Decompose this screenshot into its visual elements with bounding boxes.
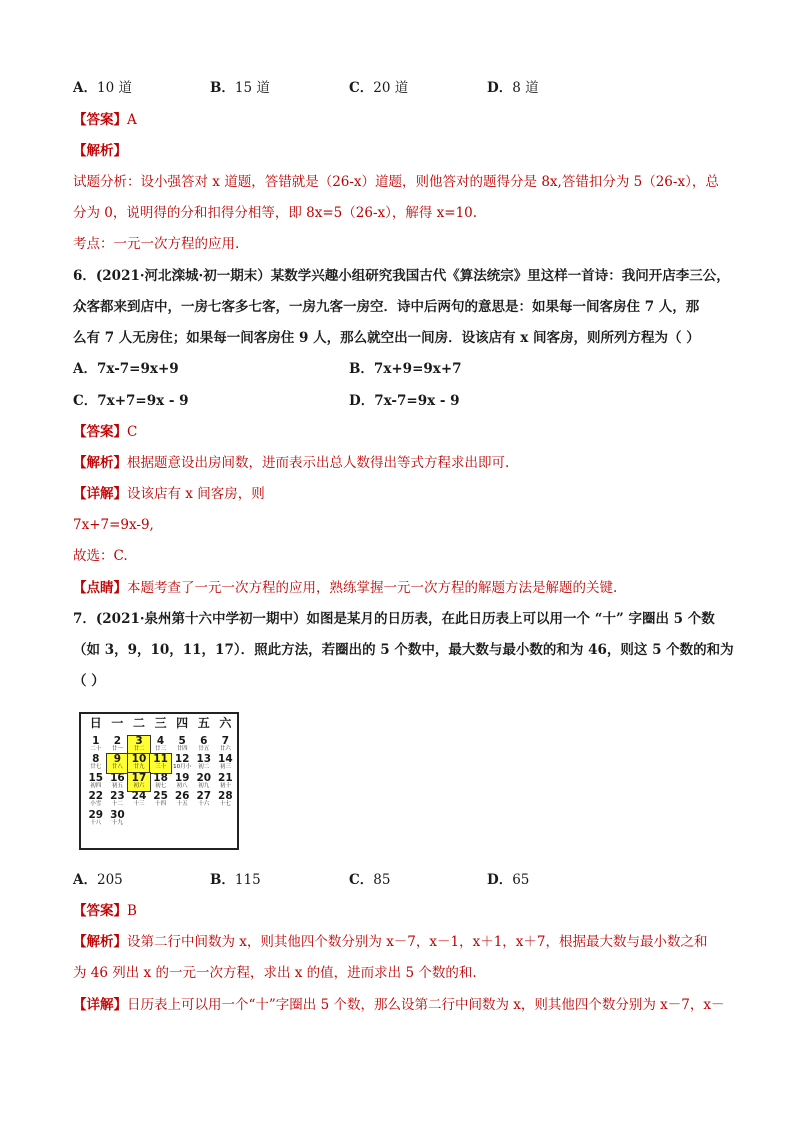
calendar-day xyxy=(128,791,150,810)
calendar-lunar-date: 廿三 xyxy=(155,745,167,752)
calendar-lunar-date: 十四 xyxy=(155,801,167,807)
q6-stem-line-1: 6．(2021·河北滦城·初一期末）某数学兴趣小组研究我国古代《算法统宗》里这样一首诗：我问开店李三公， xyxy=(73,268,730,284)
answer-value: B xyxy=(127,903,137,919)
calendar-day-number: 19 xyxy=(174,771,190,784)
calendar-day-number: 25 xyxy=(153,790,168,802)
calendar-day xyxy=(215,754,237,773)
calendar-day-highlighted xyxy=(128,736,150,755)
calendar-lunar-date: 初九 xyxy=(198,782,210,789)
calendar-day xyxy=(171,773,193,792)
detail-tag: 【详解】 xyxy=(73,486,127,502)
calendar-day-number: 1 xyxy=(92,734,100,747)
calendar-lunar-date: 廿六 xyxy=(219,745,231,752)
calendar-day xyxy=(150,791,172,810)
calendar-day-number: 8 xyxy=(92,753,100,765)
calendar-day xyxy=(150,773,172,792)
calendar-lunar-date: 初七 xyxy=(155,782,167,789)
calendar-day xyxy=(215,736,237,755)
answer-value: A xyxy=(127,112,137,128)
detail-text: 日历表上可以用一个“十”字圈出 5 个数，那么设第二行中间数为 x，则其他四个数分别为 x－7，x－ xyxy=(127,997,725,1013)
comment-text: 本题考查了一元一次方程的应用，熟练掌握一元一次方程的解题方法是解题的关键. xyxy=(127,580,618,596)
q5-option-b: B．15 道 xyxy=(210,80,270,96)
calendar-day xyxy=(107,773,129,792)
calendar-day xyxy=(85,810,107,829)
calendar-day xyxy=(193,736,215,755)
calendar-lunar-date: 廿四 xyxy=(176,745,188,752)
calendar-lunar-date: 十二 xyxy=(111,801,123,807)
calendar-day-number: 26 xyxy=(174,790,190,802)
calendar-day xyxy=(193,754,215,773)
calendar-day xyxy=(107,791,129,810)
calendar-day-highlighted xyxy=(150,754,172,773)
analysis-tag: 【解析】 xyxy=(73,143,127,159)
calendar-day-number: 10 xyxy=(131,753,147,765)
calendar-day-number: 20 xyxy=(196,771,212,784)
calendar-day xyxy=(85,736,107,755)
answer-tag: 【答案】 xyxy=(73,424,127,440)
calendar-lunar-date: 初六 xyxy=(133,782,145,789)
calendar-day xyxy=(215,791,237,810)
calendar-lunar-date: 十七 xyxy=(219,801,231,807)
calendar-day-number: 9 xyxy=(113,753,122,765)
q7-option-d: D．65 xyxy=(487,872,530,888)
calendar-day-number: 28 xyxy=(218,790,233,802)
calendar-lunar-date: 廿八 xyxy=(111,764,123,770)
calendar-lunar-date: 初三 xyxy=(219,764,231,770)
q6-detail xyxy=(73,484,265,504)
q6-option-c: C．7x+7=9x - 9 xyxy=(73,393,189,409)
q6-option-d: D．7x-7=9x - 9 xyxy=(349,393,460,409)
detail-text: 设该店有 x 间客房，则 xyxy=(127,486,265,502)
calendar-day-number: 27 xyxy=(196,790,212,802)
calendar-day-number: 2 xyxy=(113,734,122,747)
calendar-day-highlighted xyxy=(128,754,150,773)
calendar-grid xyxy=(85,717,236,828)
q5-option-c-value: 20 道 xyxy=(373,80,409,96)
q5-option-d: D．8 道 xyxy=(487,80,539,96)
calendar-day-number: 29 xyxy=(88,808,104,821)
q5-option-a-value: 10 道 xyxy=(96,80,132,96)
calendar-lunar-date: 廿七 xyxy=(90,764,102,770)
calendar-day-number: 13 xyxy=(196,753,212,765)
calendar-day xyxy=(107,810,129,829)
calendar-lunar-date: 廿二 xyxy=(133,745,145,752)
calendar-lunar-date: 小雪 xyxy=(90,801,102,807)
q7-stem-line-3: （ ） xyxy=(73,673,105,689)
analysis-text: 根据题意设出房间数，进而表示出总人数得出等式方程求出即可. xyxy=(127,455,510,471)
calendar-day xyxy=(171,754,193,773)
calendar-day-number: 7 xyxy=(221,734,230,747)
calendar-weekday: 四 xyxy=(176,716,189,730)
q6-detail-line-3: 故选：C. xyxy=(73,548,128,564)
calendar-lunar-date: 廿五 xyxy=(198,745,210,752)
q7-stem-line-2: （如 3，9，10，11，17）．照此方法，若圈出的 5 个数中，最大数与最小数的和为 46，则这 5 个数的和为 xyxy=(73,642,734,658)
calendar-day-number: 23 xyxy=(110,790,125,802)
calendar-weekday: 五 xyxy=(197,716,210,730)
answer-value: C xyxy=(127,424,138,440)
q5-option-d-value: 8 道 xyxy=(512,80,539,96)
calendar-day-highlighted xyxy=(128,773,150,792)
q6-stem-line-3: 么有 7 人无房住；如果每一间客房住 9 人，那么就空出一间房．设该店有 x 间客房，则所列方程为（ ） xyxy=(73,330,700,346)
answer-tag: 【答案】 xyxy=(73,112,127,128)
calendar-figure xyxy=(79,712,239,850)
q7-option-b: B．115 xyxy=(210,872,261,888)
q7-analysis-line-2: 为 46 列出 x 的一元一次方程，求出 x 的值，进而求出 5 个数的和. xyxy=(73,965,477,981)
q5-answer xyxy=(73,110,137,130)
calendar-lunar-date: 三十 xyxy=(155,764,167,770)
calendar-day-number: 15 xyxy=(88,771,104,784)
calendar-lunar-date: 廿九 xyxy=(133,764,145,770)
calendar-day-number: 12 xyxy=(174,753,190,765)
calendar-day xyxy=(85,791,107,810)
calendar-day-number: 11 xyxy=(153,753,168,765)
q5-option-b-value: 15 道 xyxy=(234,80,270,96)
calendar-day xyxy=(107,736,129,755)
calendar-day xyxy=(171,736,193,755)
analysis-text: 设第二行中间数为 x，则其他四个数分别为 x－7，x－1，x＋1，x＋7，根据最大数与最小数之和 xyxy=(127,934,708,950)
calendar-day xyxy=(215,773,237,792)
calendar-day-number: 3 xyxy=(135,734,143,747)
calendar-lunar-date: 十六 xyxy=(198,801,210,807)
calendar-day-number: 17 xyxy=(131,771,147,784)
q6-comment xyxy=(73,578,617,598)
calendar-day-number: 30 xyxy=(110,808,125,821)
calendar-day-number: 4 xyxy=(156,734,165,747)
calendar-day-number: 14 xyxy=(218,753,233,765)
calendar-weekday: 一 xyxy=(111,716,124,730)
q6-stem-line-2: 众客都来到店中，一房七客多七客，一房九客一房空．诗中后两句的意思是：如果每一间客房住 7 人，那 xyxy=(73,299,700,315)
calendar-day-number: 22 xyxy=(88,790,104,802)
calendar-weekday: 三 xyxy=(154,716,167,730)
q7-answer xyxy=(73,901,137,921)
detail-tag: 【详解】 xyxy=(73,997,127,1013)
calendar-lunar-date: 10月小 xyxy=(173,764,192,770)
calendar-day-number: 24 xyxy=(131,790,147,802)
calendar-weekday: 二 xyxy=(132,716,145,730)
q6-option-a: A．7x-7=9x+9 xyxy=(73,361,179,377)
calendar-day-number: 21 xyxy=(218,771,233,784)
calendar-day xyxy=(171,791,193,810)
q6-analysis xyxy=(73,453,509,473)
q7-stem-line-1: 7．(2021·泉州第十六中学初一期中）如图是某月的日历表，在此日历表上可以用一个 “十” 字圈出 5 个数 xyxy=(73,611,715,627)
calendar-day-number: 6 xyxy=(200,734,208,747)
calendar-lunar-date: 二十 xyxy=(90,745,102,752)
analysis-tag: 【解析】 xyxy=(73,455,127,471)
q5-option-c: C．20 道 xyxy=(349,80,409,96)
calendar-weekday: 六 xyxy=(219,716,232,730)
q7-option-c: C．85 xyxy=(349,872,391,888)
answer-tag: 【答案】 xyxy=(73,903,127,919)
calendar-day xyxy=(193,773,215,792)
q5-analysis-line-1: 试题分析：设小强答对 x 道题，答错就是（26-x）道题，则他答对的题得分是 8x,答错扣分为 5（26-x），总 xyxy=(73,174,719,190)
q7-detail xyxy=(73,995,725,1015)
calendar-lunar-date: 初十 xyxy=(219,782,231,789)
calendar-day-number: 5 xyxy=(178,734,186,747)
calendar-lunar-date: 十八 xyxy=(90,819,102,826)
calendar-day xyxy=(150,736,172,755)
calendar-day xyxy=(85,773,107,792)
calendar-lunar-date: 初五 xyxy=(111,782,123,789)
calendar-lunar-date: 廿一 xyxy=(111,745,123,752)
q7-option-a: A．205 xyxy=(73,872,123,888)
q6-answer xyxy=(73,422,137,442)
q6-option-b: B．7x+9=9x+7 xyxy=(349,361,462,377)
calendar-lunar-date: 十三 xyxy=(133,801,145,807)
q7-analysis xyxy=(73,932,708,952)
calendar-weekday: 日 xyxy=(89,716,102,730)
calendar-day xyxy=(85,754,107,773)
comment-tag: 【点睛】 xyxy=(73,580,127,596)
calendar-day xyxy=(193,791,215,810)
q5-analysis-line-3: 考点：一元一次方程的应用. xyxy=(73,236,240,252)
calendar-day-highlighted xyxy=(107,754,129,773)
calendar-lunar-date: 十九 xyxy=(111,819,123,826)
analysis-tag: 【解析】 xyxy=(73,934,127,950)
calendar-lunar-date: 初四 xyxy=(90,782,102,789)
q6-detail-line-2: 7x+7=9x-9, xyxy=(73,517,154,533)
q5-option-a: A．10 道 xyxy=(73,80,132,96)
calendar-lunar-date: 初二 xyxy=(198,764,210,770)
q5-analysis-tag xyxy=(73,141,127,161)
calendar-lunar-date: 初八 xyxy=(176,782,188,789)
q5-analysis-line-2: 分为 0，说明得的分和扣得分相等，即 8x=5（26-x），解得 x=10. xyxy=(73,205,478,221)
calendar-day-number: 16 xyxy=(110,771,125,784)
calendar-lunar-date: 十五 xyxy=(176,801,188,807)
calendar-day-number: 18 xyxy=(153,771,168,784)
